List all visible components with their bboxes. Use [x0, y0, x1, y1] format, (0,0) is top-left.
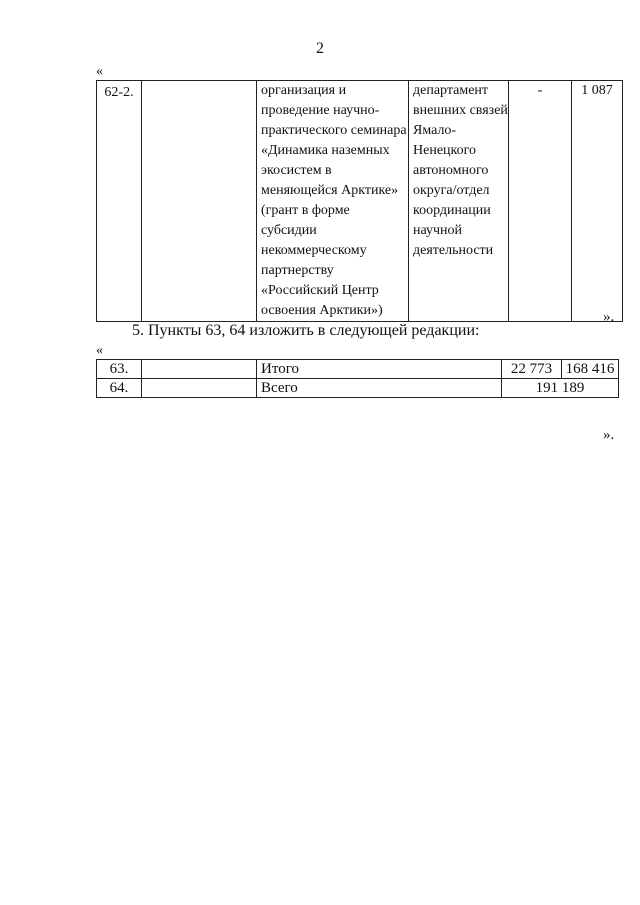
- row-value-2: 168 416: [562, 360, 619, 379]
- page-number: 2: [316, 40, 324, 57]
- opening-quote: «: [96, 343, 103, 358]
- row-value-1: 22 773: [502, 360, 562, 379]
- row-number: 63.: [97, 360, 142, 379]
- row-description: организация и проведение научно-практического семинара «Динамика наземных экосистем в меняющейся Арктике» (грант в форме субсидии некоммерческому партнерству «Российский Центр освоения Арктики»): [257, 81, 409, 322]
- totals-table: [96, 359, 619, 398]
- empty-cell: [142, 81, 257, 322]
- amendment-paragraph: 5. Пункты 63, 64 изложить в следующей редакции:: [132, 322, 480, 339]
- row-value: 1 087: [572, 81, 623, 322]
- table-row: [97, 360, 619, 379]
- table-row: [97, 81, 623, 322]
- row-department: департамент внешних связей Ямало-Ненецкого автономного округа/отдел координации научной деятельности: [409, 81, 509, 322]
- amendment-table-62-2: [96, 80, 623, 322]
- table-row: [97, 379, 619, 398]
- row-total: 191 189: [502, 379, 619, 398]
- row-dash: -: [509, 81, 572, 322]
- row-number: 62-2.: [97, 81, 142, 322]
- opening-quote: «: [96, 64, 103, 79]
- empty-cell: [142, 379, 257, 398]
- closing-quote: ».: [603, 427, 615, 443]
- empty-cell: [142, 360, 257, 379]
- closing-quote: ».: [603, 309, 615, 325]
- row-number: 64.: [97, 379, 142, 398]
- row-label: Итого: [257, 360, 502, 379]
- row-label: Всего: [257, 379, 502, 398]
